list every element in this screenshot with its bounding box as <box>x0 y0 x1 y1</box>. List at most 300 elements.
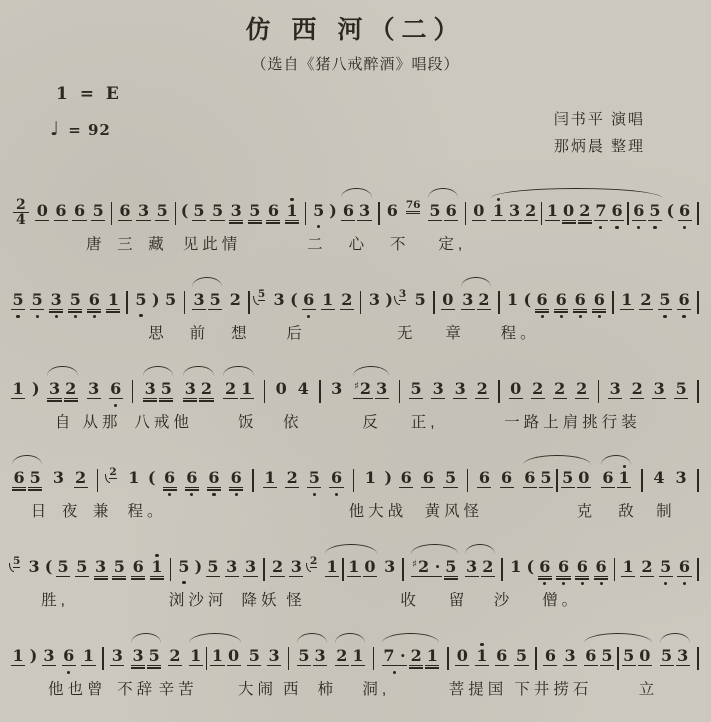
lyric-syllable: 浏沙河 <box>168 592 228 609</box>
barline <box>102 647 104 670</box>
note-digit: 3 <box>144 379 156 398</box>
note-digit: 6 <box>88 290 100 309</box>
note-digit: 2 <box>65 379 77 398</box>
jianpu-note <box>600 642 614 675</box>
jianpu-note <box>12 464 26 497</box>
barline <box>248 291 250 314</box>
barline <box>305 202 307 225</box>
note-digit: 3 <box>609 379 621 398</box>
jianpu-note <box>556 553 570 586</box>
jianpu-note <box>477 464 491 497</box>
barline <box>697 469 699 492</box>
jianpu-note <box>247 642 261 675</box>
jianpu-note <box>409 642 423 675</box>
note-digit: 3 <box>184 379 196 398</box>
lyric-syllable: 依 <box>282 414 303 431</box>
lyric-syllable: 思 <box>148 325 168 342</box>
jianpu-note <box>659 553 673 586</box>
note-digit: 3 <box>43 646 55 665</box>
note-digit: 6 <box>679 201 691 220</box>
note-digit: 6 <box>678 557 691 576</box>
jianpu-note <box>577 464 591 497</box>
jianpu-note <box>267 642 281 675</box>
barline <box>263 558 265 581</box>
jianpu-note <box>444 553 458 586</box>
lyrics-line <box>10 232 701 256</box>
note-digit: 1 <box>190 646 202 665</box>
slur-arc <box>190 286 224 319</box>
barline <box>97 469 99 492</box>
note-digit: 6 <box>186 468 198 487</box>
note-digit: 0 <box>442 290 454 309</box>
note-digit: 3 <box>132 646 144 665</box>
jianpu-note <box>185 464 199 497</box>
note-digit: 2 <box>200 379 213 398</box>
jianpu-note <box>500 464 514 497</box>
jianpu-note <box>11 375 25 408</box>
jianpu-note <box>630 375 644 408</box>
note-digit: 5 <box>313 201 325 220</box>
jianpu-note <box>617 464 631 497</box>
jianpu-note <box>531 375 545 408</box>
note-digit: 5 <box>178 557 190 576</box>
jianpu-note <box>610 197 624 230</box>
note-digit: 1 <box>622 557 634 576</box>
barline <box>132 380 134 403</box>
grace-note: 5 <box>257 288 266 300</box>
jianpu-note <box>340 286 354 319</box>
jianpu-note <box>475 642 489 675</box>
barline <box>252 469 254 492</box>
note-digit: 6 <box>574 290 586 309</box>
jianpu-note <box>272 286 286 318</box>
parenthesis: ) <box>385 290 393 309</box>
notation-line <box>8 540 703 586</box>
slur-arc <box>459 286 493 319</box>
barline <box>288 647 290 670</box>
jianpu-note <box>535 286 549 319</box>
note-digit: ♯2 · <box>412 557 441 576</box>
note-digit: 2 <box>525 201 537 220</box>
note-digit: 5 <box>308 468 320 487</box>
note-digit: 6 <box>445 201 457 220</box>
octave-dot-below-slot <box>93 314 96 319</box>
octave-dot-below-slot <box>562 581 565 586</box>
octave-dot <box>541 315 544 318</box>
jianpu-note <box>382 642 407 675</box>
jianpu-note <box>27 553 41 585</box>
jianpu-note <box>189 642 203 675</box>
note-digit: 1 <box>322 290 334 309</box>
lyric-syllable: 反 <box>362 414 382 431</box>
parenthesis: ) <box>151 290 160 309</box>
jianpu-note <box>270 553 284 586</box>
jianpu-note <box>329 464 343 497</box>
lyric-syllable: 克 <box>576 503 597 520</box>
jianpu-note <box>243 553 257 586</box>
note-digit: 0 <box>275 379 287 398</box>
jianpu-note <box>562 197 576 230</box>
octave-dot-below-slot <box>114 403 117 408</box>
parenthesis: ) <box>29 646 38 665</box>
note-digit: 4 <box>297 379 309 398</box>
note-digit: 1 <box>426 646 438 665</box>
jianpu-note <box>64 375 78 408</box>
note-digit: 2 <box>579 201 591 220</box>
note-digit: 0 <box>364 557 376 576</box>
note-digit: 3 <box>675 468 687 487</box>
note-digit: 1 <box>241 379 253 398</box>
credits-block <box>554 106 645 160</box>
barline <box>617 647 619 670</box>
key-signature: 1 = E <box>56 84 122 104</box>
note-digit: 5 <box>410 379 422 398</box>
note-digit: 1 <box>211 646 224 665</box>
note-digit: 5 <box>135 290 147 309</box>
note-digit: 3 <box>226 557 238 576</box>
note-digit: 3 <box>358 201 371 220</box>
note-digit: 3 <box>376 379 388 398</box>
jianpu-note <box>210 642 224 675</box>
jianpu-note <box>91 197 105 230</box>
octave-dot <box>307 315 310 318</box>
jianpu-note <box>42 642 56 675</box>
notation-line <box>8 184 703 230</box>
lyric-syllable: 心 <box>348 236 369 253</box>
octave-dot-below-slot <box>683 225 686 230</box>
barline <box>467 469 469 492</box>
octave-dot-below-slot <box>235 492 238 497</box>
jianpu-note <box>554 286 568 319</box>
jianpu-note <box>621 553 635 586</box>
lyric-syllable: 日 <box>30 503 51 520</box>
barline <box>697 202 699 225</box>
octave-dot-below-slot <box>317 224 320 229</box>
octave-dot-below-slot <box>313 492 316 497</box>
note-digit: 1 <box>364 468 376 487</box>
jianpu-note <box>321 286 335 319</box>
slur-arc <box>10 464 44 497</box>
note-digit: 1 <box>264 468 276 487</box>
parenthesis: ( <box>666 201 675 220</box>
parenthesis: ) <box>32 379 40 398</box>
note-digit: 5 <box>211 201 224 220</box>
note-digit: 6 <box>602 468 614 487</box>
jianpu-note <box>421 464 435 497</box>
music-system <box>8 362 703 451</box>
jianpu-note <box>553 375 567 408</box>
note-digit: 5 <box>623 646 635 665</box>
jianpu-note <box>183 375 197 408</box>
note-digit: 6 <box>119 201 131 220</box>
slur-arc <box>426 197 460 230</box>
jianpu-note <box>155 197 169 230</box>
note-digit: 0 <box>578 468 590 487</box>
jianpu-note <box>240 375 254 408</box>
note-digit: 5 <box>649 201 661 220</box>
jianpu-note <box>150 553 164 586</box>
slur-arc <box>489 197 664 230</box>
note-digit: 3 <box>244 557 257 576</box>
lyrics-line <box>10 588 701 612</box>
octave-dot <box>313 493 316 496</box>
jianpu-note <box>477 286 491 319</box>
note-digit: 3 <box>466 557 478 576</box>
jianpu-note <box>539 464 553 497</box>
lyric-syllable: 藏 <box>148 236 168 253</box>
octave-dot-below-slot <box>615 225 618 230</box>
note-digit: 6 <box>267 201 279 220</box>
barline <box>697 558 699 581</box>
note-digit: 6 <box>611 201 623 220</box>
parenthesis: ) <box>329 201 337 220</box>
jianpu-note <box>143 375 157 408</box>
note-digit: 6 <box>330 468 343 487</box>
jianpu-note <box>425 642 439 675</box>
jianpu-note <box>441 286 455 319</box>
note-digit: 6 <box>595 557 607 576</box>
octave-dot <box>600 582 603 585</box>
note-digit: 5 <box>113 557 125 576</box>
octave-dot-below-slot <box>55 314 58 319</box>
jianpu-note <box>453 375 467 408</box>
note-digit: 1 <box>326 557 338 576</box>
octave-dot <box>543 582 546 585</box>
barline <box>498 380 500 403</box>
jianpu-note <box>461 286 475 319</box>
score-systems <box>8 184 703 718</box>
note-digit: 0 <box>639 646 651 665</box>
lyrics-line <box>10 677 701 701</box>
jianpu-note <box>81 642 95 675</box>
lyric-syllable: 黄风怪 <box>424 503 484 520</box>
jianpu-note <box>312 197 326 229</box>
barline <box>697 380 699 403</box>
note-digit: 6 <box>303 290 315 309</box>
slur-arc <box>187 642 243 675</box>
grace-note: 2 <box>310 555 318 567</box>
note-digit: 2 <box>554 379 566 398</box>
note-digit: 5 <box>31 290 43 309</box>
sharp-icon: ♯ <box>354 381 359 392</box>
jianpu-note <box>481 553 495 586</box>
octave-dot <box>190 493 193 496</box>
note-digit: 3 <box>111 646 123 665</box>
jianpu-note <box>472 197 486 230</box>
octave-dot-below-slot <box>600 581 603 586</box>
note-digit: 3 <box>50 290 62 309</box>
note-digit: 5 <box>156 201 168 220</box>
note-digit: 6 <box>386 201 398 220</box>
slur-arc <box>463 553 497 586</box>
lyric-syllable: 程。 <box>127 503 167 520</box>
lyric-syllable: 柿 <box>317 681 337 698</box>
octave-dot <box>67 671 70 674</box>
notation-line <box>8 451 703 497</box>
note-digit: 2 <box>532 379 544 398</box>
note-digit: 3 <box>462 290 474 309</box>
note-digit: 5 <box>148 646 160 665</box>
jianpu-note <box>431 375 445 408</box>
note-digit: 6 <box>110 379 122 398</box>
barline <box>598 380 600 403</box>
octave-dot-below-slot <box>653 225 656 230</box>
note-digit: 0 <box>228 646 240 665</box>
note-digit: 2 <box>224 379 237 398</box>
note-digit: 5 <box>249 201 261 220</box>
jianpu-note <box>49 286 63 319</box>
jianpu-note <box>56 553 70 586</box>
lyric-syllable: 他也曾 <box>48 681 107 698</box>
jianpu-note <box>413 286 427 318</box>
notation-line <box>8 629 703 675</box>
octave-dot <box>581 582 584 585</box>
octave-dot <box>235 493 238 496</box>
note-digit: 3 <box>48 379 61 398</box>
octave-dot <box>615 226 618 229</box>
note-digit: 2 <box>286 468 298 487</box>
lyric-syllable: 敌 <box>618 503 638 520</box>
note-digit: 1 <box>12 646 24 665</box>
note-digit: 0 <box>473 201 485 220</box>
time-signature-denominator: 4 <box>16 212 26 228</box>
lyric-syllable: 怪 <box>286 592 306 609</box>
note-digit: 3 <box>454 379 466 398</box>
note-digit: 2 <box>631 379 643 398</box>
jianpu-note <box>285 197 299 230</box>
octave-dot-below-slot <box>664 581 667 586</box>
barline <box>264 380 266 403</box>
jianpu-note <box>363 464 377 496</box>
music-system <box>8 540 703 629</box>
jianpu-note <box>592 286 606 319</box>
octave-dot <box>114 404 117 407</box>
barline <box>498 291 500 314</box>
jianpu-note <box>411 553 442 586</box>
slur-arc <box>141 375 175 408</box>
barline <box>342 558 344 581</box>
note-digit: 1 <box>492 201 505 220</box>
octave-dot <box>663 315 666 318</box>
note-digit: 6 <box>539 557 551 576</box>
jianpu-note <box>163 286 177 318</box>
lyrics-line <box>10 499 701 523</box>
jianpu-note <box>207 464 221 497</box>
jianpu-note <box>68 286 82 319</box>
jianpu-note <box>30 286 44 319</box>
jianpu-note <box>495 642 509 675</box>
slur-arc <box>181 375 215 408</box>
note-digit: 6 <box>678 290 690 309</box>
lyric-syllable: 定, <box>438 236 467 253</box>
octave-dot <box>560 315 563 318</box>
jianpu-note <box>514 642 528 675</box>
jianpu-note <box>639 286 653 319</box>
octave-dot <box>599 226 602 229</box>
lyric-syllable: 不辞 <box>117 681 157 698</box>
jianpu-note <box>223 375 237 408</box>
jianpu-note <box>652 375 666 408</box>
music-system <box>8 184 703 273</box>
lyric-syllable: 菩提国 <box>448 681 508 698</box>
jianpu-note <box>131 553 145 586</box>
lyric-syllable: 八戒他 <box>134 414 193 431</box>
note-digit: 6 <box>164 468 176 487</box>
jianpu-note <box>543 642 557 675</box>
note-digit: 3 <box>290 557 302 576</box>
lyric-syllable: 二 <box>307 236 327 253</box>
lyric-syllable: 前 <box>189 325 210 342</box>
jianpu-note <box>313 642 327 675</box>
note-digit: 1 <box>107 290 119 309</box>
octave-dot <box>393 671 396 674</box>
jianpu-note <box>677 286 691 319</box>
time-signature-numerator: 2 <box>13 198 29 213</box>
note-digit: 3 <box>88 379 100 398</box>
note-digit: 0 <box>563 201 575 220</box>
jianpu-note <box>285 464 299 497</box>
lyric-syllable: 制 <box>656 503 676 520</box>
octave-dot-below-slot <box>190 492 193 497</box>
note-digit: 5 <box>57 557 69 576</box>
jianpu-note <box>11 642 25 675</box>
jianpu-note <box>455 642 469 675</box>
note-digit: 2 <box>341 290 353 309</box>
note-digit: 1 <box>510 557 522 576</box>
jianpu-note <box>608 375 622 408</box>
octave-dot <box>335 493 338 496</box>
jianpu-note <box>674 464 688 496</box>
octave-dot <box>168 493 171 496</box>
octave-dot-below-slot <box>16 314 19 319</box>
octave-dot <box>653 226 656 229</box>
jianpu-note <box>375 375 389 408</box>
jianpu-note <box>62 642 76 675</box>
note-digit: 5 <box>164 290 177 309</box>
barline <box>556 469 558 492</box>
note-digit: 2 <box>482 557 494 576</box>
octave-dot-below-slot <box>139 313 142 318</box>
octave-dot-below-slot <box>543 581 546 586</box>
note-digit: 3 <box>368 290 380 309</box>
jianpu-note <box>229 464 243 497</box>
note-digit: 6 <box>633 201 645 220</box>
octave-dot <box>139 314 142 317</box>
lyric-syllable: 大闹 <box>238 681 278 698</box>
octave-dot-below-slot <box>637 225 640 230</box>
note-digit: 2 <box>336 646 348 665</box>
jianpu-note <box>640 553 654 586</box>
note-digit: 6 <box>208 468 220 487</box>
barline <box>170 558 172 581</box>
slur-arc <box>380 642 442 675</box>
note-digit: 5 <box>540 468 552 487</box>
octave-dot <box>317 225 320 228</box>
notation-line <box>8 362 703 408</box>
note-digit: 3 <box>28 557 40 576</box>
octave-dot-below-slot <box>682 314 685 319</box>
jianpu-note <box>248 197 262 230</box>
note-digit: 1 <box>506 290 519 309</box>
octave-dot <box>182 581 185 584</box>
barline <box>399 380 401 403</box>
octave-dot-below-slot <box>168 492 171 497</box>
barline <box>541 202 543 225</box>
note-digit: 0 <box>36 201 48 220</box>
jianpu-note <box>177 553 191 585</box>
note-digit: 6 <box>555 290 567 309</box>
octave-dot <box>16 315 19 318</box>
